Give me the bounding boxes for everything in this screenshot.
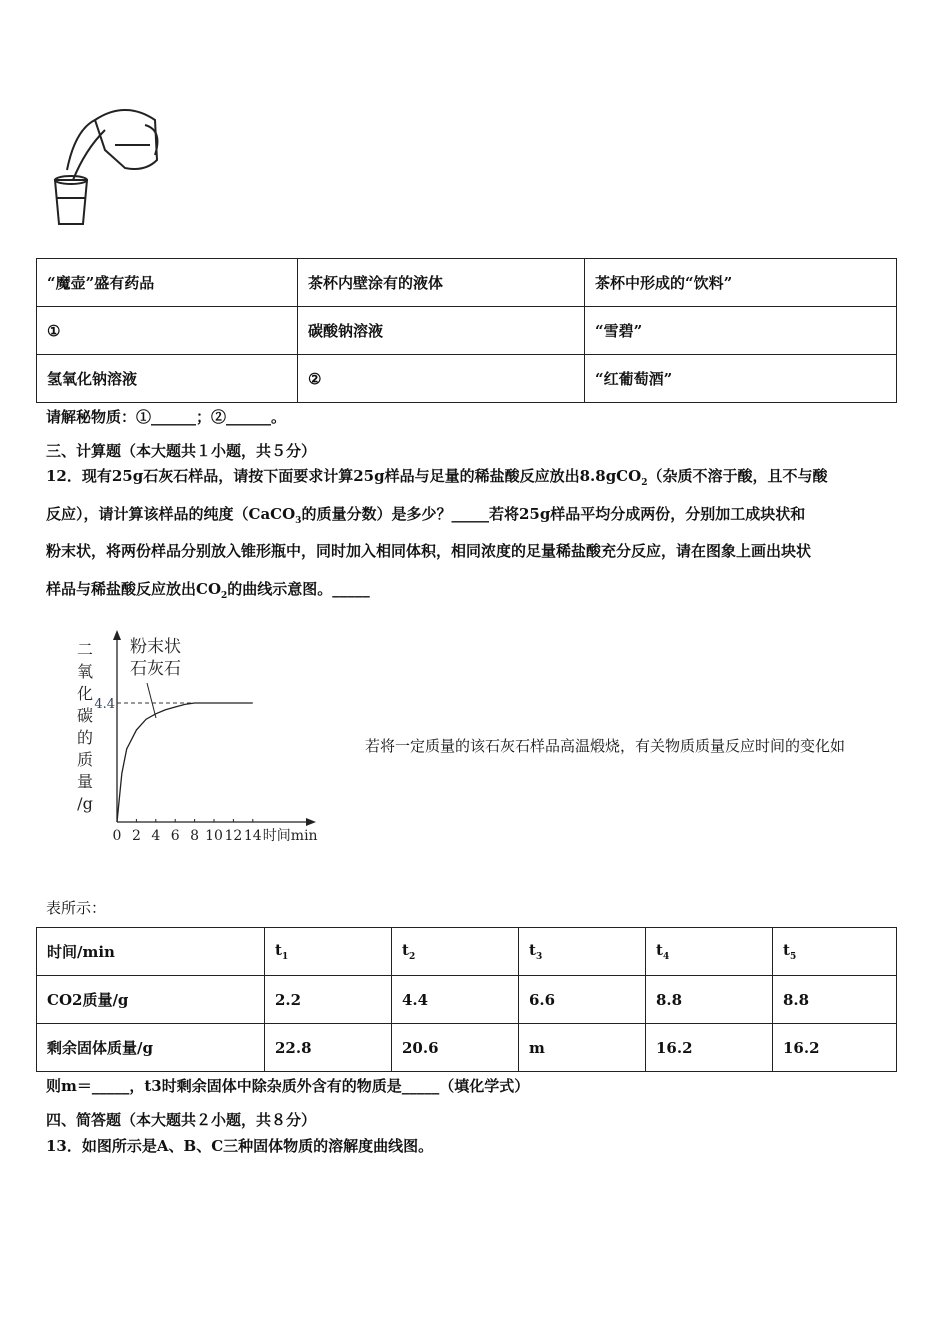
q13-text: 13．如图所示是A、B、C三种固体物质的溶解度曲线图。 [46, 1137, 434, 1155]
y-axis-label-char: /g [77, 794, 93, 813]
text: 的质量分数）是多少？_____若将25g样品平均分成两份，分别加工成块状和 [301, 505, 806, 523]
side-text: 若将一定质量的该石灰石样品高温煅烧，有关物质质量反应时间的变化如 [365, 737, 846, 755]
table-cell: 20.6 [392, 1024, 519, 1072]
x-tick-label: 0 [112, 828, 122, 844]
table-cell: 氢氧化钠溶液 [37, 355, 298, 403]
y-axis-label-char: 二 [76, 640, 94, 659]
x-tick-label: 10 [205, 828, 223, 844]
annotation-label: 石灰石 [130, 659, 181, 679]
y-axis-label-char: 质 [76, 750, 94, 769]
table-cell: ① [37, 307, 298, 355]
q12-line3: 粉末状，将两份样品分别放入锥形瓶中，同时加入相同体积，相同浓度的足量稀盐酸充分反应，请在图象上画出块状 [46, 542, 812, 560]
table-cell: “红葡萄酒” [585, 355, 897, 403]
text: 的曲线示意图。_____ [227, 580, 370, 598]
table-header: $t_2$ [392, 928, 519, 976]
table-cell: 6.6 [519, 976, 646, 1024]
calcination-table [36, 927, 897, 1072]
text: 反应），请计算该样品的纯度（CaCO [46, 505, 296, 523]
x-tick-label: 8 [190, 828, 200, 844]
y-axis-label-char: 量 [76, 772, 94, 791]
table-cell: 8.8 [773, 976, 897, 1024]
y-axis-label-char: 氧 [76, 662, 94, 681]
x-tick-label: 12 [224, 828, 243, 844]
table-header: $t_3$ [519, 928, 646, 976]
table-header: 时间/min [37, 928, 265, 976]
m-question-line: 则m＝_____，t3时剩余固体中除杂质外含有的物质是_____（填化学式） [46, 1077, 530, 1095]
table-cell: 8.8 [646, 976, 773, 1024]
table-header: $t_1$ [265, 928, 392, 976]
y-axis-label-char: 碳 [76, 706, 94, 725]
subscript: 2 [641, 478, 648, 488]
table-header: $t_5$ [773, 928, 897, 976]
table-cell: “雪碧” [585, 307, 897, 355]
table-cell: 2.2 [265, 976, 392, 1024]
text: 12．现有25g石灰石样品，请按下面要求计算25g样品与足量的稀盐酸反应放出8.8gCO [46, 467, 642, 485]
x-tick-label: 4 [151, 828, 161, 844]
series-line [117, 703, 253, 822]
table-header: 茶杯内壁涂有的液体 [298, 259, 585, 307]
annotation-leader [147, 683, 156, 718]
text: 样品与稀盐酸反应放出CO [46, 580, 222, 598]
y-mark-label: 4.4 [94, 697, 115, 712]
text: （杂质不溶于酸，且不与酸 [647, 467, 828, 485]
x-axis-arrow [306, 818, 316, 826]
x-tick-label: 14 [243, 828, 262, 844]
table-cell: 碳酸钠溶液 [298, 307, 585, 355]
side-text: 表所示： [46, 899, 107, 917]
y-axis-label-char: 的 [76, 728, 94, 747]
table-cell: CO2质量/g [37, 976, 265, 1024]
annotation-label: 粉末状 [130, 637, 181, 657]
y-axis-arrow [113, 630, 121, 640]
section-heading: 四、简答题（本大题共２小题，共８分） [46, 1111, 317, 1129]
table-cell: 4.4 [392, 976, 519, 1024]
x-axis-label: 时间min [262, 828, 318, 844]
table-cell: 剩余固体质量/g [37, 1024, 265, 1072]
x-tick-label: 6 [170, 828, 180, 844]
x-tick-label: 2 [131, 828, 141, 844]
subscript: 3 [295, 516, 302, 526]
table-cell: m [519, 1024, 646, 1072]
table-header: $t_4$ [646, 928, 773, 976]
table-header: 茶杯中形成的“饮料” [585, 259, 897, 307]
table-cell: 16.2 [773, 1024, 897, 1072]
table-cell: 22.8 [265, 1024, 392, 1072]
subscript: 2 [221, 591, 228, 601]
table-cell: ② [298, 355, 585, 403]
section-heading: 三、计算题（本大题共１小题，共５分） [46, 442, 317, 460]
table-cell: 16.2 [646, 1024, 773, 1072]
answer-line: 请解秘物质：①______；②______。 [46, 408, 287, 426]
table-header: “魔壶”盛有药品 [37, 259, 298, 307]
y-axis-label-char: 化 [76, 684, 94, 703]
